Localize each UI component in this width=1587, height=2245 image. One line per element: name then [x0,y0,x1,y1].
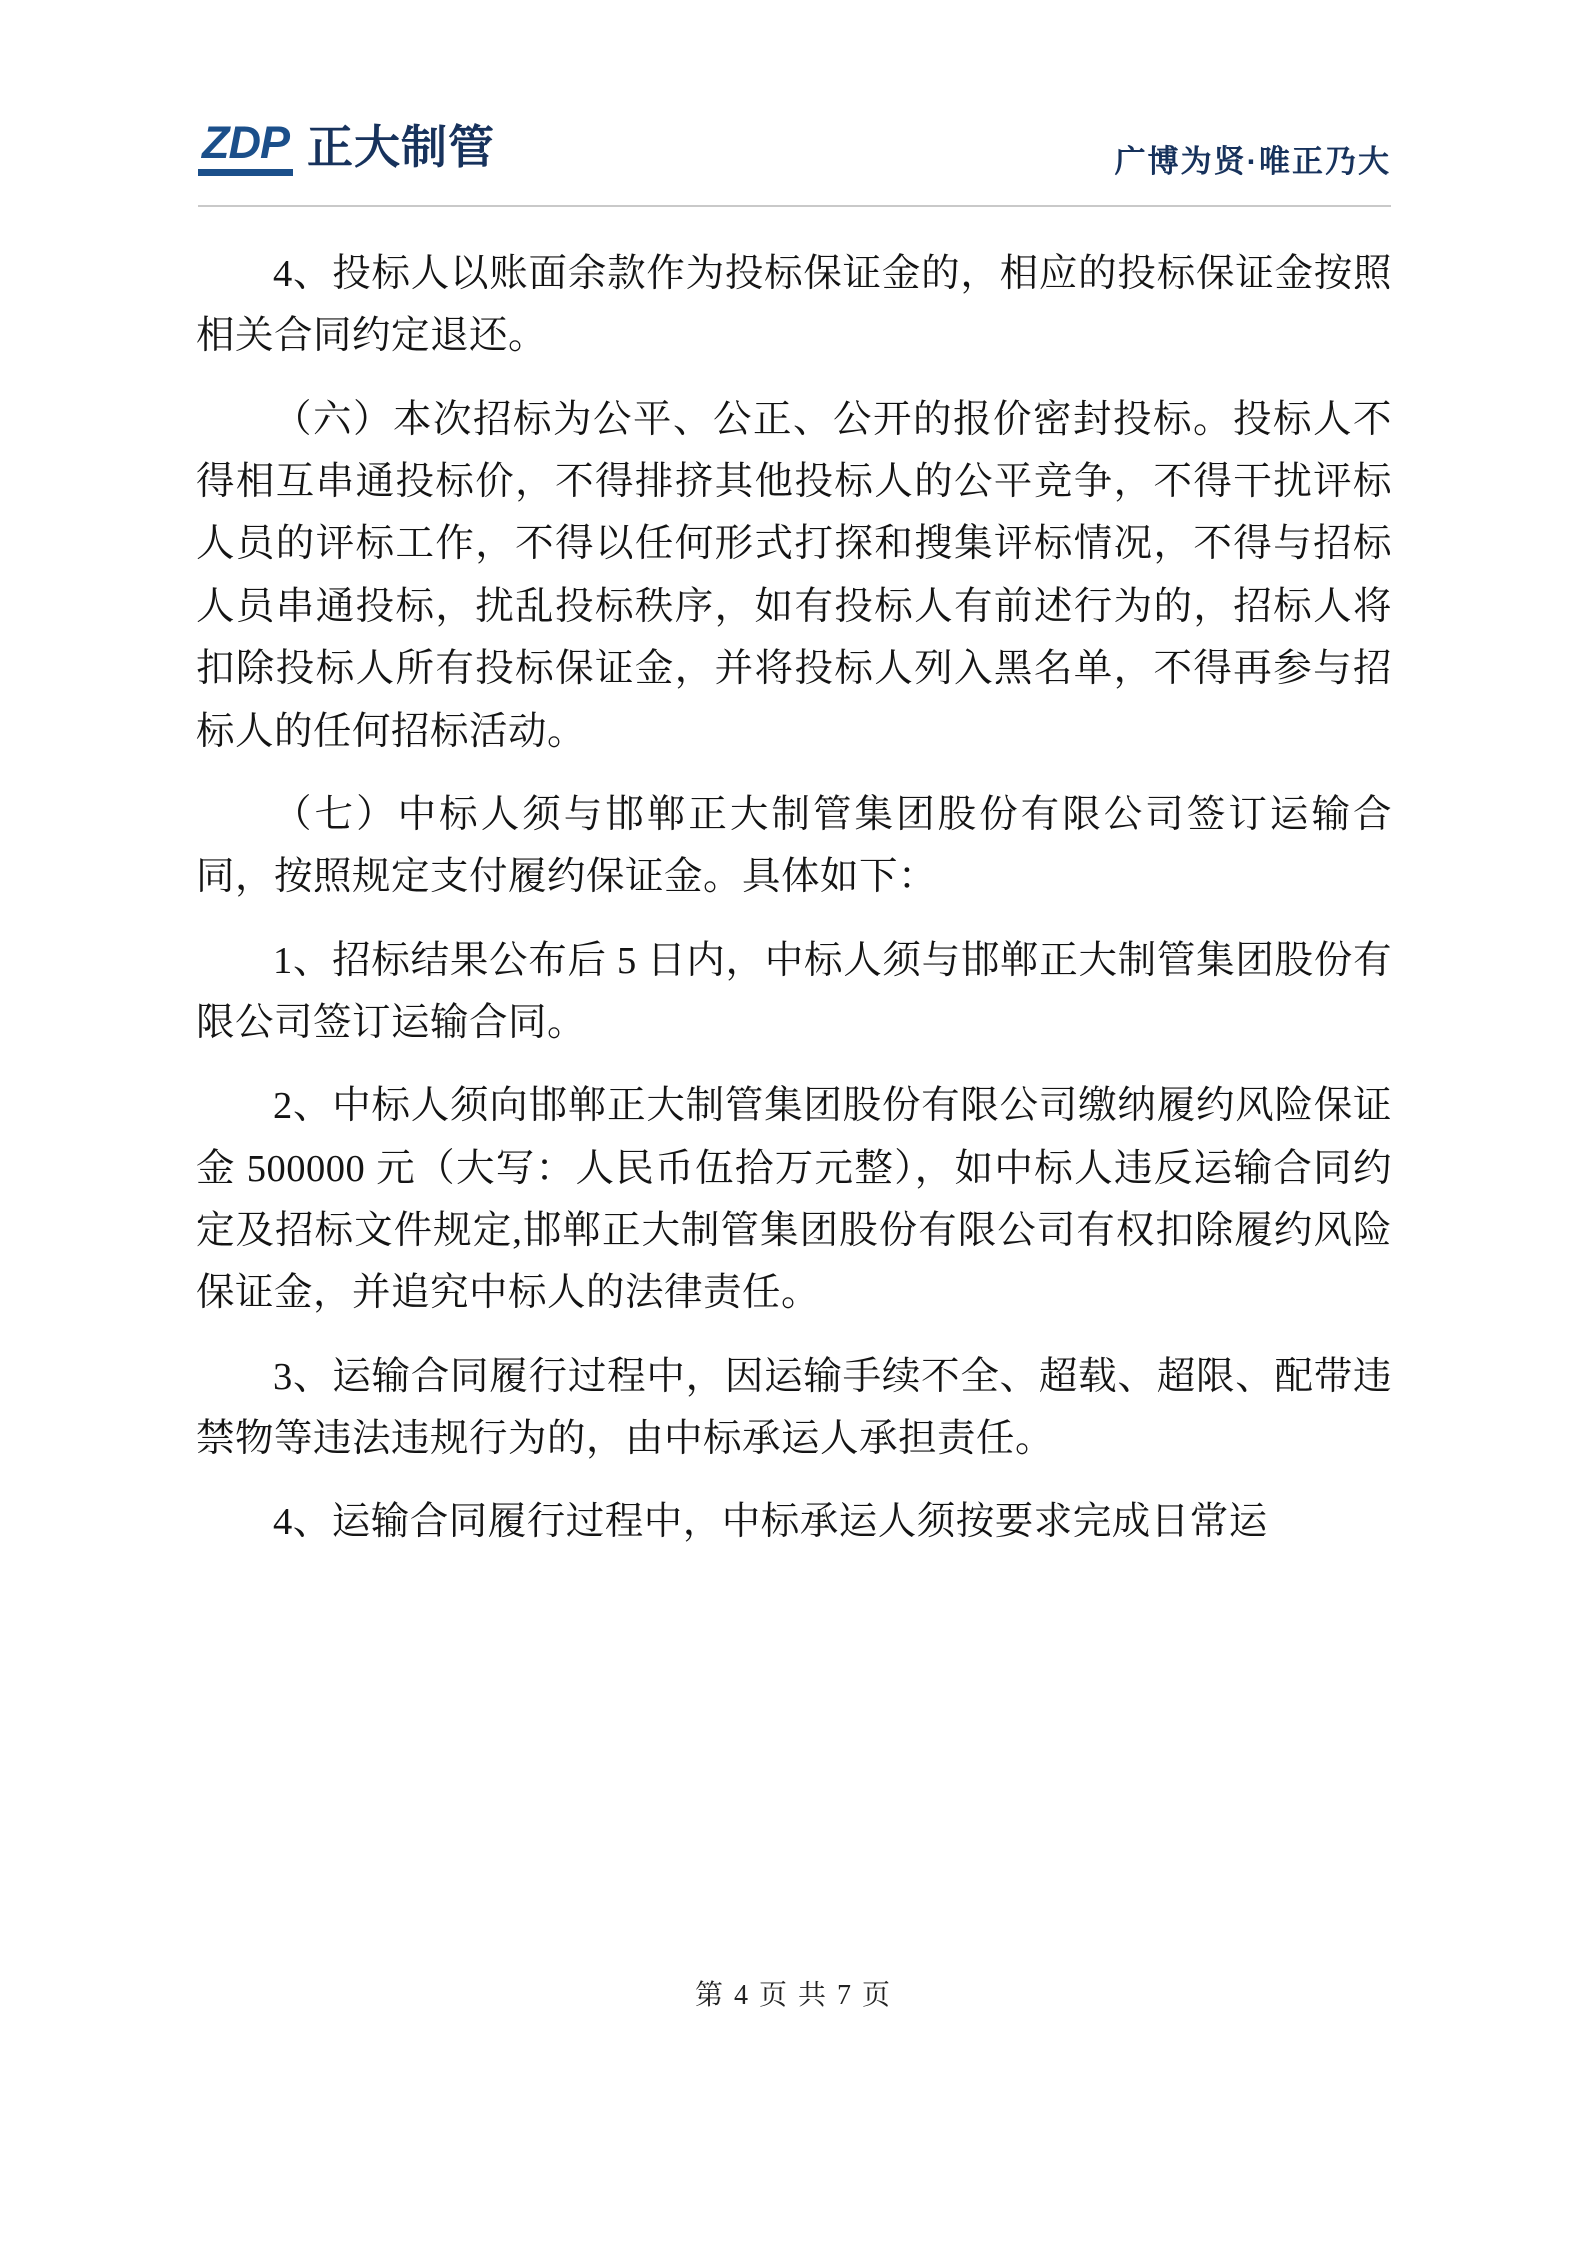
paragraph: 1、招标结果公布后 5 日内，中标人须与邯郸正大制管集团股份有限公司签订运输合同。 [196,939,1392,1044]
company-name: 正大制管 [307,121,495,173]
page-header [198,108,1391,198]
page-footer: 第 4 页 共 7 页 [694,1980,892,2011]
header-divider [198,205,1391,207]
paragraph: （六）本次招标为公平、公正、公开的报价密封投标。投标人不得相互串通投标价，不得排挤其他投标人的公平竞争，不得干扰评标人员的评标工作，不得以任何形式打探和搜集评标情况，不得与招标人员串通投标，扰乱投标秩序，如有投标人有前述行为的，招标人将扣除投标人所有投标保证金，并将投标人列入黑名单，不得再参与招标人的任何招标活动。 [196,398,1392,753]
paragraph: 2、中标人须向邯郸正大制管集团股份有限公司缴纳履约风险保证金 500000 元（大写：人民币伍拾万元整），如中标人违反运输合同约定及招标文件规定,邯郸正大制管集团股份有限公司有权扣除履约风险保证金，并追究中标人的法律责任。 [196,1085,1392,1315]
document-body [196,243,1392,1575]
company-logo [198,118,495,176]
paragraph: 3、运输合同履行过程中，因运输手续不全、超载、超限、配带违禁物等违法违规行为的，由中标承运人承担责任。 [196,1355,1392,1461]
paragraph: 4、投标人以账面余款作为投标保证金的，相应的投标保证金按照相关合同约定退还。 [196,253,1392,358]
company-slogan: 广博为贤·唯正乃大 [1114,144,1391,179]
zdp-logo-icon: ZDP [198,118,293,176]
paragraph: 4、运输合同履行过程中，中标承运人须按要求完成日常运 [273,1501,1268,1544]
paragraph: （七）中标人须与邯郸正大制管集团股份有限公司签订运输合同，按照规定支付履约保证金。具体如下： [196,793,1392,899]
